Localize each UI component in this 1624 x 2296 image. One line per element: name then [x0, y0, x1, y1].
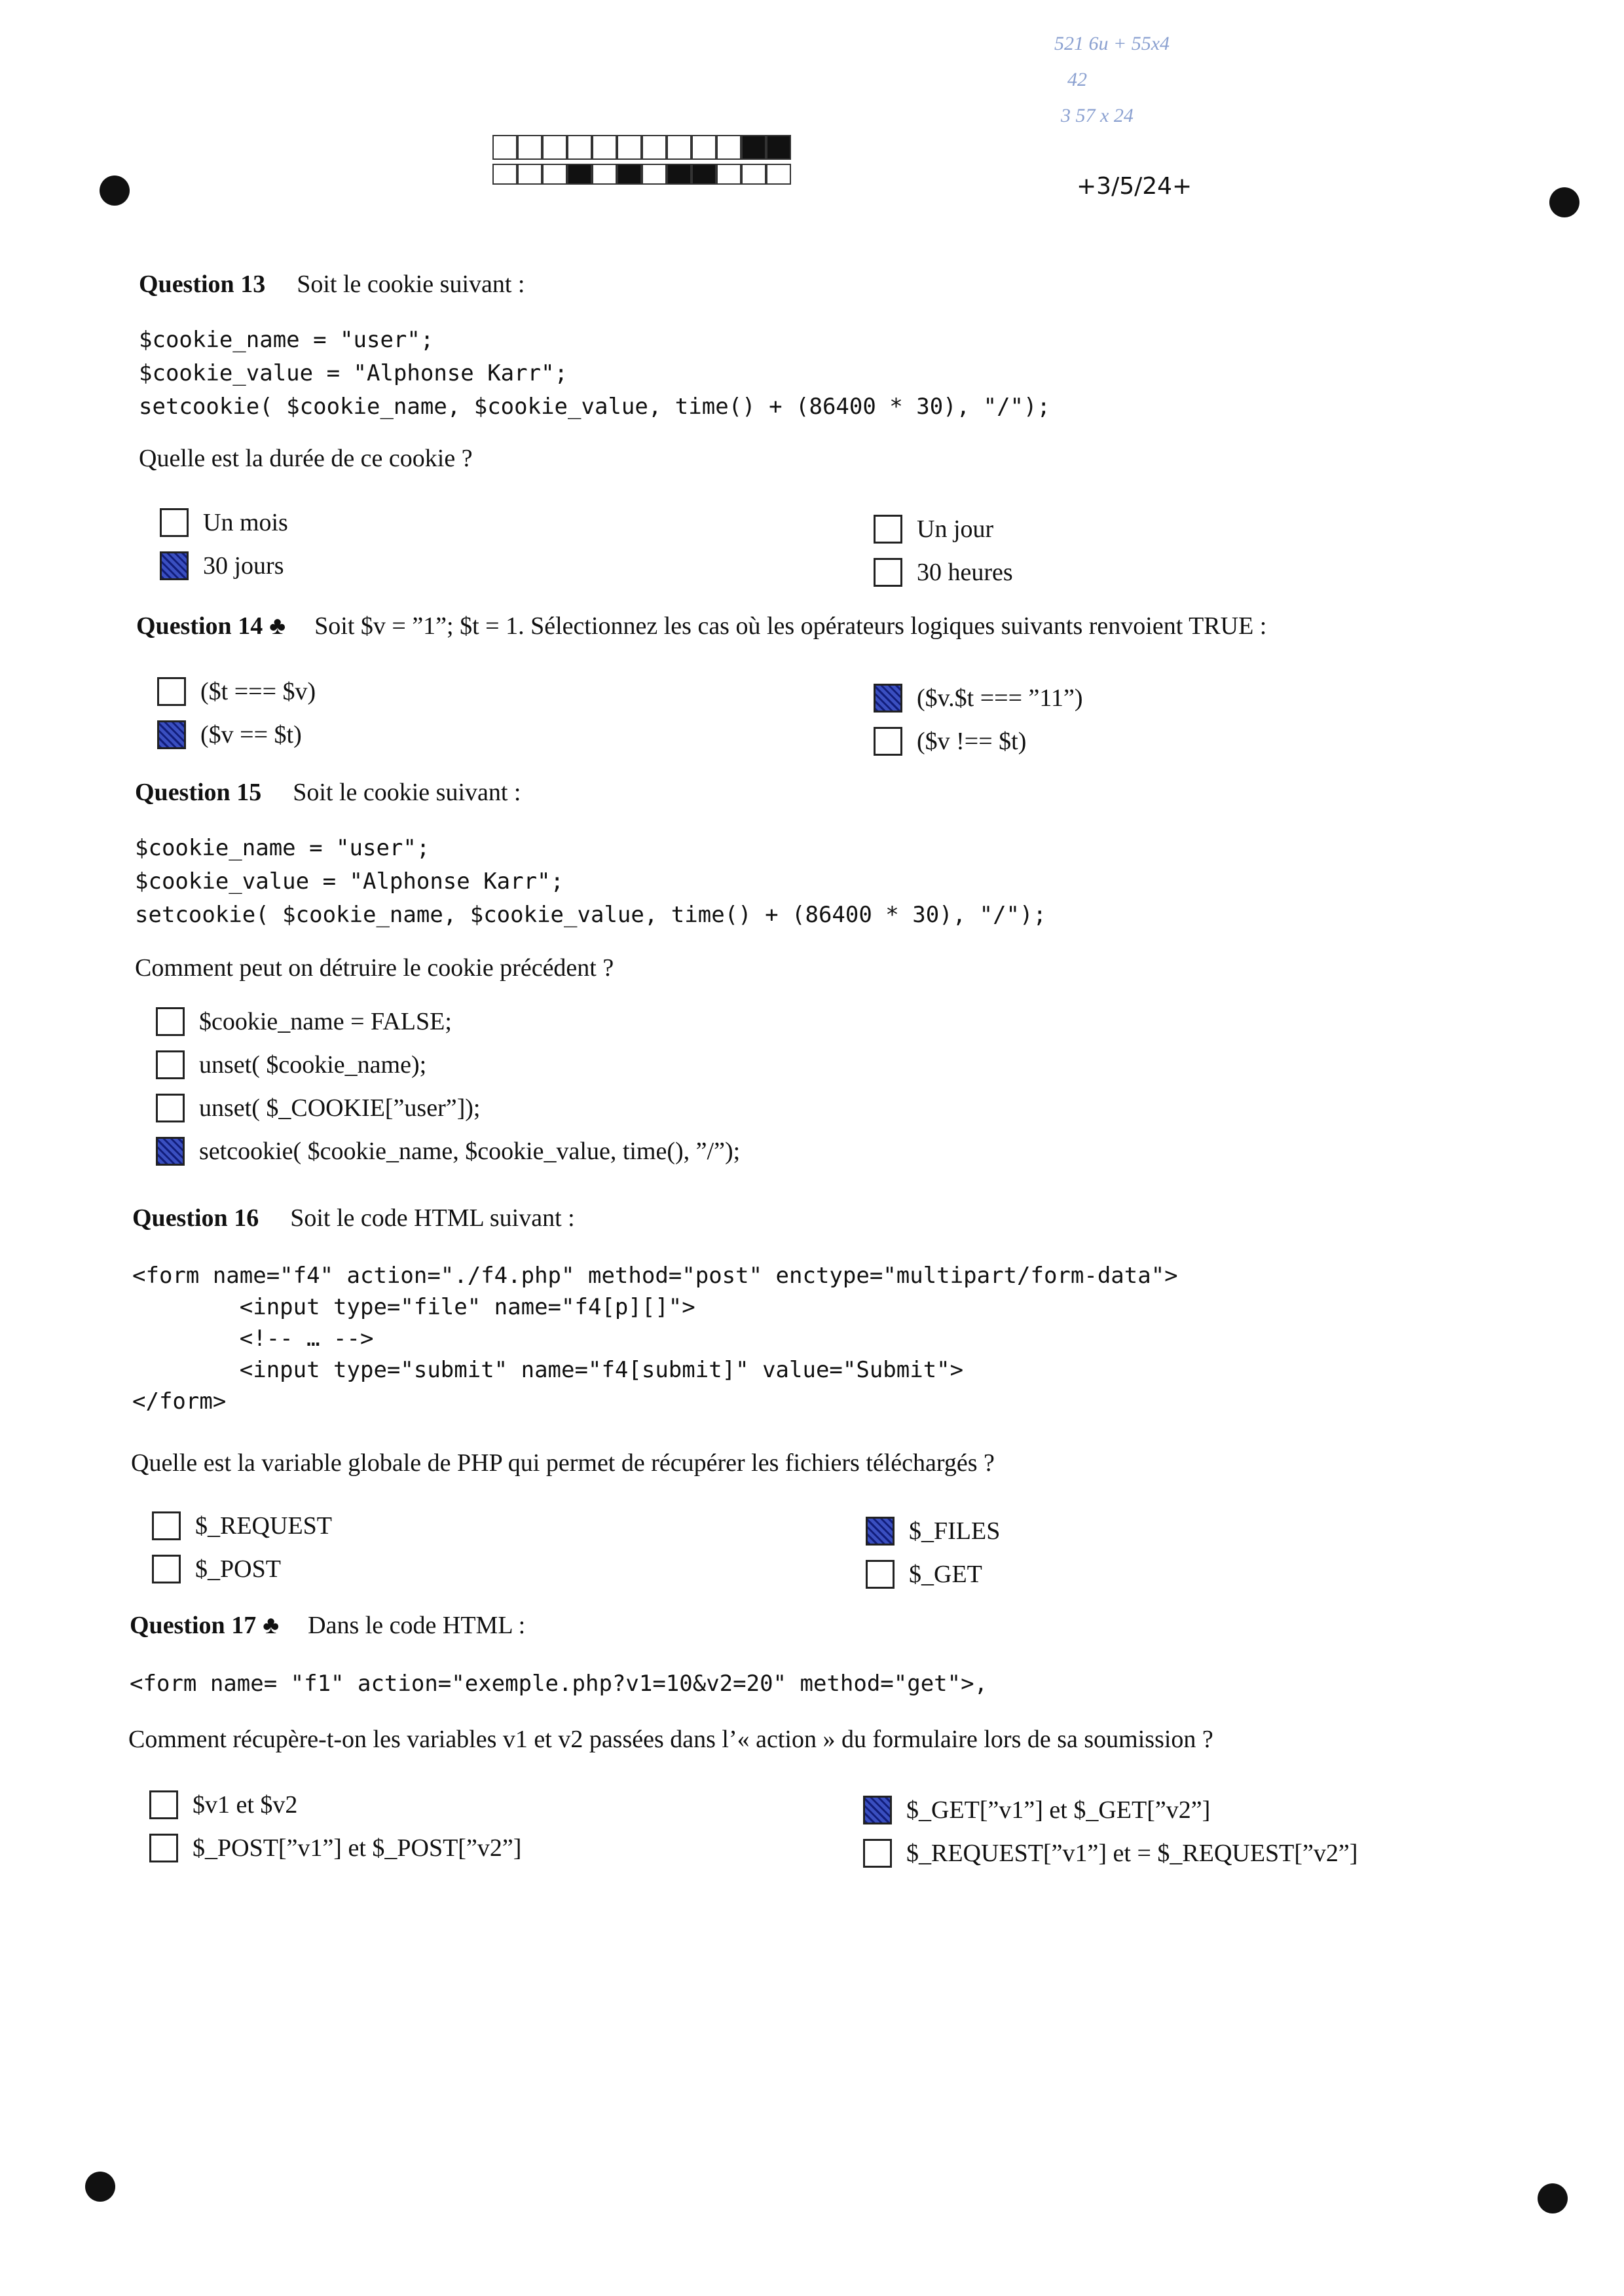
- answer-checkbox[interactable]: [866, 1560, 895, 1589]
- answer-option[interactable]: [156, 1134, 740, 1168]
- student-id-grid: [492, 135, 791, 185]
- answer-checkbox[interactable]: [157, 677, 186, 706]
- question-intro: Soit le cookie suivant :: [297, 270, 525, 298]
- question-intro: Soit le cookie suivant :: [293, 779, 521, 806]
- answer-option[interactable]: [160, 506, 288, 540]
- id-grid-cell: [692, 164, 716, 185]
- answer-label: $_GET[”v1”] et $_GET[”v2”]: [906, 1796, 1211, 1824]
- corner-marker-top-right: [1549, 187, 1579, 217]
- id-grid-cell: [667, 164, 692, 185]
- answer-option[interactable]: [152, 1509, 332, 1543]
- question-label: Question 15: [135, 779, 262, 806]
- answer-checkbox[interactable]: [149, 1834, 178, 1862]
- answer-label: $_GET: [909, 1561, 982, 1588]
- corner-marker-bottom-left: [85, 2172, 115, 2202]
- corner-marker-bottom-right: [1538, 2183, 1568, 2213]
- answer-checkbox[interactable]: [874, 684, 902, 713]
- answer-label: $cookie_name = FALSE;: [199, 1008, 452, 1035]
- answer-checkbox[interactable]: [156, 1050, 185, 1079]
- answer-checkbox[interactable]: [160, 508, 189, 537]
- answer-label: $_POST: [195, 1555, 281, 1583]
- answer-label: Un jour: [917, 515, 994, 543]
- answer-option[interactable]: [160, 549, 284, 583]
- answer-checkbox[interactable]: [874, 558, 902, 587]
- question-15-header: [135, 778, 521, 807]
- answer-label: setcookie( $cookie_name, $cookie_value, time(), ”/”);: [199, 1138, 741, 1165]
- answer-option[interactable]: [157, 718, 302, 752]
- handwritten-note-1: 521 6u + 55x4: [1054, 33, 1170, 54]
- id-grid-cell: [692, 135, 716, 160]
- page-code: +3/5/24+: [1077, 173, 1192, 200]
- answer-label: 30 jours: [203, 552, 284, 580]
- question-label: Question 16: [132, 1204, 259, 1232]
- answer-option[interactable]: [874, 512, 993, 546]
- answer-option[interactable]: [156, 1005, 452, 1039]
- id-grid-cell: [741, 164, 766, 185]
- answer-option[interactable]: [863, 1836, 1357, 1870]
- answer-option[interactable]: [157, 675, 316, 709]
- club-icon: ♣: [269, 612, 286, 640]
- answer-label: ($v.$t === ”11”): [917, 684, 1083, 712]
- id-grid-cell: [492, 135, 517, 160]
- answer-option[interactable]: [156, 1048, 426, 1082]
- id-grid-cell: [567, 164, 592, 185]
- answer-checkbox[interactable]: [863, 1839, 892, 1868]
- handwritten-note-3: 3 57 x 24: [1061, 105, 1134, 126]
- id-grid-cell: [617, 164, 642, 185]
- answer-label: ($t === $v): [200, 678, 316, 705]
- id-grid-cell: [592, 164, 617, 185]
- id-grid-cell: [567, 135, 592, 160]
- answer-option[interactable]: [156, 1091, 480, 1125]
- question-17-header: [130, 1611, 525, 1640]
- question-intro: Soit le code HTML suivant :: [290, 1204, 575, 1232]
- id-grid-cell: [741, 135, 766, 160]
- answer-label: $v1 et $v2: [193, 1791, 298, 1819]
- question-intro: Dans le code HTML :: [308, 1612, 526, 1639]
- id-grid-cell: [517, 164, 542, 185]
- answer-checkbox[interactable]: [866, 1517, 895, 1546]
- answer-label: $_POST[”v1”] et $_POST[”v2”]: [193, 1834, 522, 1862]
- answer-checkbox[interactable]: [152, 1555, 181, 1583]
- answer-checkbox[interactable]: [157, 720, 186, 749]
- answer-checkbox[interactable]: [156, 1137, 185, 1166]
- id-grid-cell: [592, 135, 617, 160]
- question-14-header: [136, 612, 1266, 640]
- id-grid-cell: [766, 135, 791, 160]
- id-grid-cell: [716, 164, 741, 185]
- question-16-header: [132, 1204, 575, 1232]
- question-label: Question 14: [136, 612, 263, 640]
- question-17-code: <form name= "f1" action="exemple.php?v1=10&v2=20" method="get">,: [130, 1671, 988, 1697]
- answer-label: unset( $_COOKIE[”user”]);: [199, 1094, 481, 1122]
- question-16-prompt: Quelle est la variable globale de PHP qui permet de récupérer les fichiers téléchargés ?: [131, 1449, 995, 1477]
- id-grid-cell: [542, 135, 567, 160]
- answer-option[interactable]: [866, 1514, 1000, 1548]
- question-13-prompt: Quelle est la durée de ce cookie ?: [139, 445, 473, 472]
- question-15-prompt: Comment peut on détruire le cookie précédent ?: [135, 954, 614, 982]
- id-grid-cell: [517, 135, 542, 160]
- answer-label: ($v == $t): [200, 721, 302, 749]
- answer-label: 30 heures: [917, 559, 1013, 586]
- answer-option[interactable]: [866, 1557, 982, 1591]
- answer-option[interactable]: [874, 555, 1013, 589]
- question-label: Question 13: [139, 270, 266, 298]
- answer-checkbox[interactable]: [160, 551, 189, 580]
- answer-checkbox[interactable]: [149, 1790, 178, 1819]
- answer-label: $_REQUEST: [195, 1512, 332, 1540]
- id-grid-cell: [716, 135, 741, 160]
- answer-option[interactable]: [149, 1788, 297, 1822]
- answer-label: unset( $cookie_name);: [199, 1051, 427, 1079]
- answer-label: ($v !== $t): [917, 728, 1027, 755]
- answer-checkbox[interactable]: [152, 1511, 181, 1540]
- id-grid-cell: [642, 164, 667, 185]
- answer-option[interactable]: [874, 681, 1083, 715]
- question-label: Question 17: [130, 1612, 257, 1639]
- id-grid-cell: [642, 135, 667, 160]
- answer-checkbox[interactable]: [874, 515, 902, 544]
- answer-checkbox[interactable]: [156, 1007, 185, 1036]
- answer-label: $_REQUEST[”v1”] et = $_REQUEST[”v2”]: [906, 1840, 1358, 1867]
- answer-label: $_FILES: [909, 1517, 1001, 1545]
- corner-marker-top-left: [100, 176, 130, 206]
- id-grid-cell: [667, 135, 692, 160]
- answer-label: Un mois: [203, 509, 288, 536]
- club-icon: ♣: [263, 1612, 280, 1639]
- id-grid-cell: [542, 164, 567, 185]
- id-grid-cell: [617, 135, 642, 160]
- question-13-header: [139, 270, 525, 299]
- answer-option[interactable]: [863, 1793, 1210, 1827]
- handwritten-note-2: 42: [1067, 69, 1087, 90]
- question-17-prompt: Comment récupère-t-on les variables v1 et v2 passées dans l’« action » du formulaire lors de sa soumission ?: [128, 1726, 1213, 1753]
- answer-checkbox[interactable]: [156, 1094, 185, 1122]
- question-15-code: $cookie_name = "user"; $cookie_value = "Alphonse Karr"; setcookie( $cookie_name, $cookie_value, time() + (86400 * 30), "/");: [135, 835, 1046, 928]
- id-grid-cell: [766, 164, 791, 185]
- question-intro: Soit $v = ”1”; $t = 1. Sélectionnez les cas où les opérateurs logiques suivants renvoient TRUE :: [314, 612, 1267, 640]
- question-13-code: $cookie_name = "user"; $cookie_value = "Alphonse Karr"; setcookie( $cookie_name, $cookie_value, time() + (86400 * 30), "/");: [139, 327, 1050, 420]
- answer-checkbox[interactable]: [874, 727, 902, 756]
- answer-checkbox[interactable]: [863, 1796, 892, 1824]
- question-16-code: <form name="f4" action="./f4.php" method="post" enctype="multipart/form-data"> <input type="file" name="f4[p][]"> <!-- … --> <input type="submit" name="f4[submit]" value="Submit"> </form>: [132, 1263, 1178, 1415]
- answer-option[interactable]: [874, 724, 1026, 758]
- answer-option[interactable]: [149, 1831, 521, 1865]
- answer-option[interactable]: [152, 1552, 281, 1586]
- id-grid-cell: [492, 164, 517, 185]
